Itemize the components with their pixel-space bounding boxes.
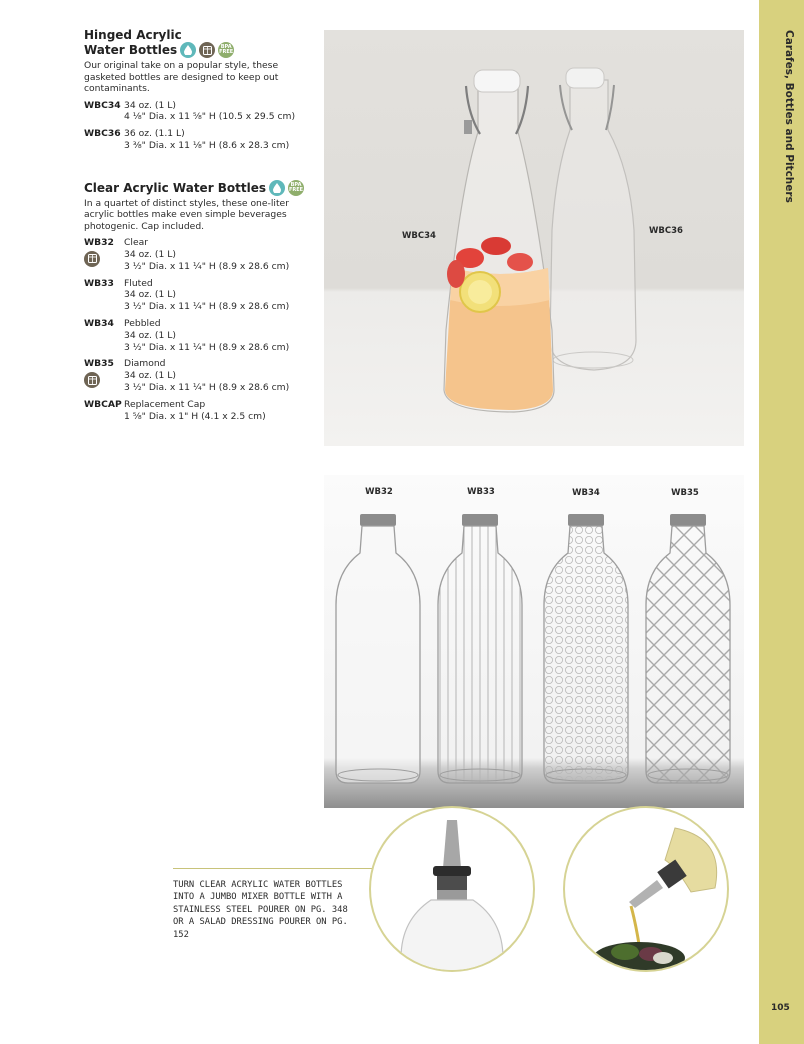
hinged-bottles-illustration [324, 30, 744, 446]
bottle-wb35 [646, 514, 730, 783]
bpa-free-icon: BPA FREE [288, 180, 304, 196]
product-row [84, 318, 316, 353]
product-dimensions: 3 ½" Dia. x 11 ¼" H (8.9 x 28.6 cm) [124, 301, 290, 313]
callout-text: TURN CLEAR ACRYLIC WATER BOTTLES INTO A JUMBO MIXER BOTTLE WITH A STAINLESS STEEL POURER ON PG. 348 OR A SALAD DRESSING POURER ON PG. 152 [173, 880, 348, 940]
bottle-wb34 [544, 514, 628, 783]
product-dimensions: 1 ⅝" Dia. x 1" H (4.1 x 2.5 cm) [124, 410, 266, 422]
salad-pourer-photo [563, 806, 729, 972]
product-row [84, 358, 316, 393]
product-row [84, 237, 316, 272]
product-row [84, 278, 316, 313]
product-row [84, 100, 316, 124]
clear-description: In a quartet of distinct styles, these one-liter acrylic bottles make even simple beverages photogenic. Cap included. [84, 197, 289, 232]
clear-bottles-photo [324, 475, 744, 808]
product-dimensions: 3 ½" Dia. x 11 ¼" H (8.9 x 28.6 cm) [124, 341, 290, 353]
product-capacity: 34 oz. (1 L) [124, 99, 176, 111]
sku: WBC34 [84, 99, 121, 111]
pourer-photo [369, 806, 535, 972]
callout-line [173, 868, 393, 869]
product-dimensions: 4 ⅛" Dia. x 11 ⅝" H (10.5 x 29.5 cm) [124, 111, 296, 123]
product-style: Diamond [124, 358, 166, 370]
product-capacity: 36 oz. (1.1 L) [124, 128, 185, 140]
water-drop-icon [180, 42, 196, 58]
sku: WB33 [84, 277, 114, 289]
hinged-title-line1: Hinged Acrylic [84, 28, 182, 42]
product-text-column [84, 28, 316, 422]
product-style: Pebbled [124, 317, 161, 329]
section-tab-title: Carafes, Bottles and Pitchers [783, 30, 795, 203]
page-number: 105 [771, 1003, 790, 1013]
dishwasher-icon [84, 251, 100, 267]
hinged-section [84, 28, 316, 152]
clear-section [84, 180, 316, 423]
photo-label-wb32: WB32 [365, 487, 393, 497]
sku: WBCAP [84, 398, 122, 410]
product-dimensions: 3 ⅜" Dia. x 11 ⅛" H (8.6 x 28.3 cm) [124, 139, 290, 151]
photo-label-right: WBC36 [649, 226, 683, 236]
bottle-wb32 [336, 514, 420, 783]
product-style: Replacement Cap [124, 398, 206, 410]
dishwasher-icon [199, 42, 215, 58]
product-dimensions: 3 ½" Dia. x 11 ¼" H (8.9 x 28.6 cm) [124, 381, 290, 393]
product-row [84, 128, 316, 152]
water-drop-icon [269, 180, 285, 196]
product-style: Clear [124, 237, 149, 249]
bpa-free-icon: BPA FREE [218, 42, 234, 58]
photo-label-wb34: WB34 [572, 488, 600, 498]
bottle-wb33 [438, 514, 522, 783]
photo-label-wb33: WB33 [467, 487, 495, 497]
sku: WBC36 [84, 128, 121, 140]
hinged-description: Our original take on a popular style, these gasketed bottles are designed to keep out contaminants. [84, 60, 279, 94]
product-row [84, 399, 316, 423]
hinged-title-line2: Water Bottles [84, 43, 178, 57]
dishwasher-icon [84, 372, 100, 388]
sku: WB32 [84, 237, 114, 249]
product-capacity: 34 oz. (1 L) [124, 370, 176, 382]
clear-bottles-illustration [324, 475, 744, 808]
photo-label-wb35: WB35 [671, 488, 699, 498]
section-tab [759, 0, 804, 1044]
product-capacity: 34 oz. (1 L) [124, 329, 176, 341]
sku: WB35 [84, 358, 114, 370]
product-style: Fluted [124, 277, 153, 289]
product-capacity: 34 oz. (1 L) [124, 248, 176, 260]
photo-label-left: WBC34 [402, 231, 436, 241]
product-capacity: 34 oz. (1 L) [124, 289, 176, 301]
sku: WB34 [84, 317, 114, 329]
clear-title: Clear Acrylic Water Bottles [84, 180, 267, 195]
product-dimensions: 3 ½" Dia. x 11 ¼" H (8.9 x 28.6 cm) [124, 260, 290, 272]
hinged-bottles-photo [324, 30, 744, 446]
